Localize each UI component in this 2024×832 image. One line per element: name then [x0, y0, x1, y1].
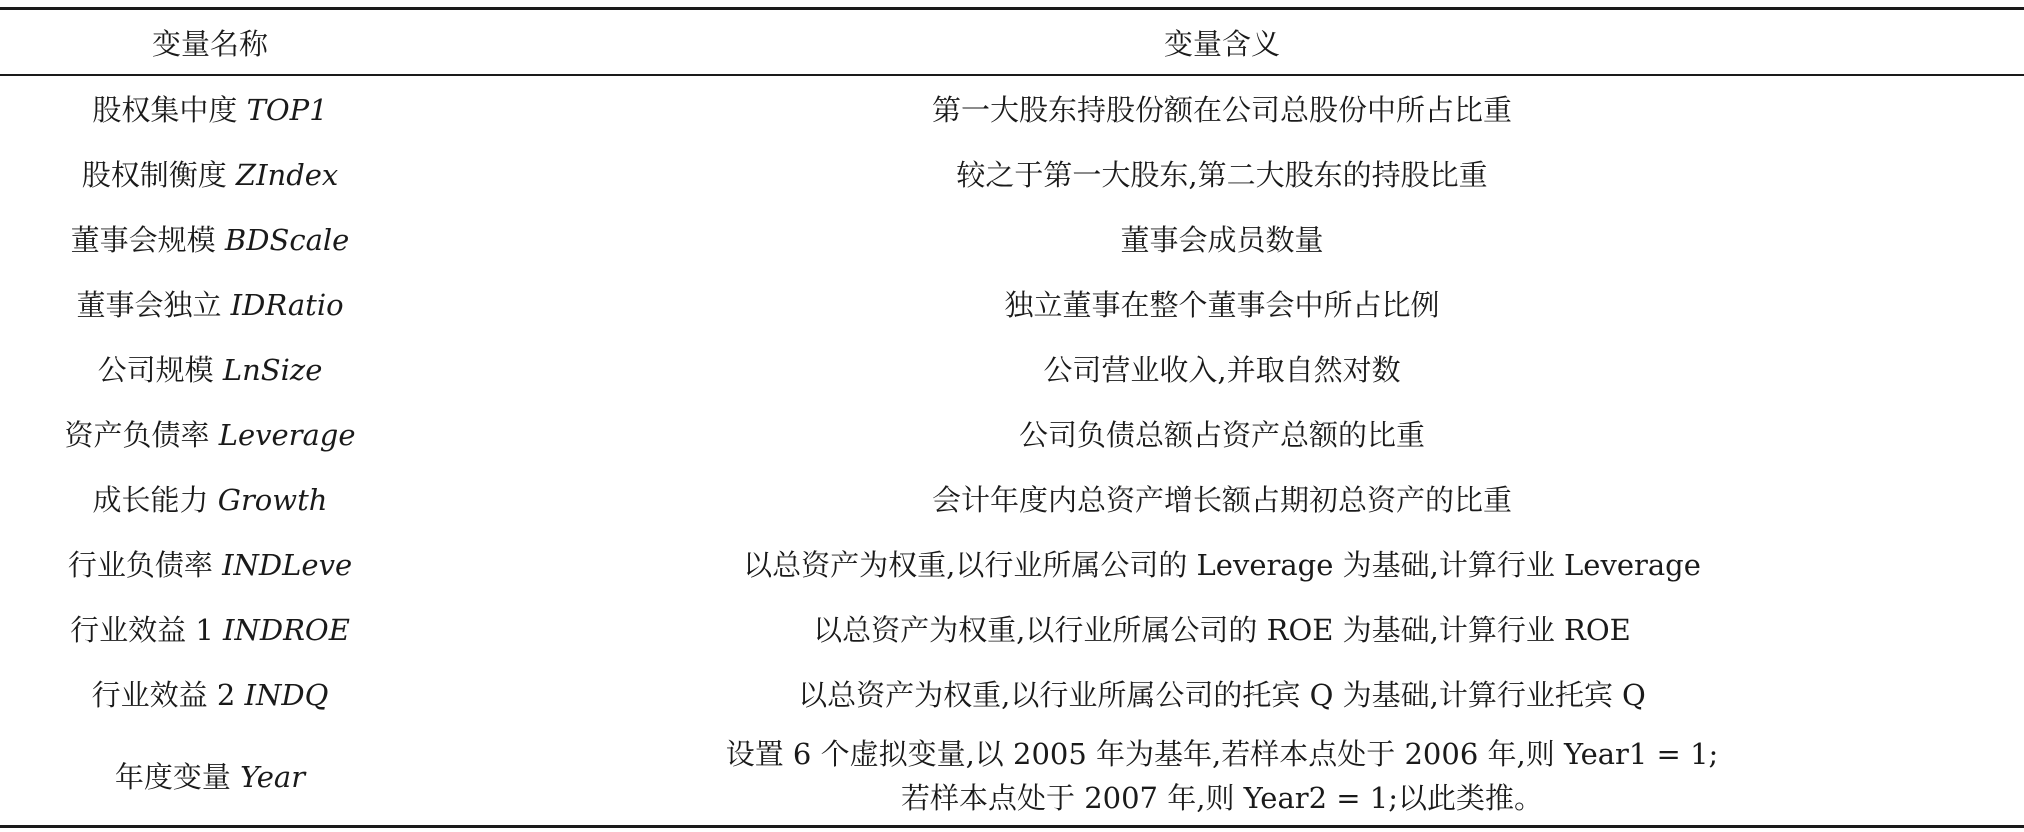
table-row: [0, 141, 2024, 206]
variable-symbol: INDQ: [244, 678, 329, 712]
variable-symbol: ZIndex: [235, 158, 339, 192]
table-row: [0, 466, 2024, 531]
variable-meaning-line-2: 若样本点处于 2007 年,则 Year2 = 1;以此类推。: [900, 780, 1544, 815]
variable-meaning: 以总资产为权重,以行业所属公司的托宾 Q 为基础,计算行业托宾 Q: [798, 678, 1646, 712]
variable-symbol: Year: [240, 760, 306, 794]
variable-symbol: LnSize: [222, 353, 323, 387]
table-row: [0, 596, 2024, 661]
variable-name-cell: [0, 88, 420, 129]
variable-symbol: Growth: [217, 483, 328, 517]
variable-symbol: IDRatio: [230, 288, 344, 322]
variable-name-cell: [0, 478, 420, 519]
variable-symbol: BDScale: [224, 223, 350, 257]
variable-meaning: 会计年度内总资产增长额占期初总资产的比重: [931, 483, 1512, 517]
variable-name-cell: [0, 348, 420, 389]
variable-symbol: Leverage: [218, 418, 356, 452]
variable-name: 资产负债率: [64, 418, 210, 452]
variable-meaning: 公司负债总额占资产总额的比重: [1018, 418, 1425, 452]
table-bottom-rule: [0, 825, 2024, 828]
table-row: [0, 76, 2024, 141]
variable-name-cell: [0, 543, 420, 584]
variable-name: 公司规模: [97, 353, 214, 387]
table-row: [0, 206, 2024, 271]
variable-name: 股权集中度: [92, 93, 238, 127]
variable-name: 行业效益 1: [70, 613, 214, 647]
variable-name: 行业效益 2: [91, 678, 236, 712]
table-row: [0, 271, 2024, 336]
variable-meaning-multiline: [420, 732, 2024, 820]
variable-name-cell: [0, 218, 420, 259]
variable-symbol: TOP1: [246, 93, 328, 127]
variable-name: 董事会独立: [76, 288, 222, 322]
variable-name: 成长能力: [92, 483, 209, 517]
header-variable-meaning: 变量含义: [1163, 26, 1280, 61]
variable-meaning: 第一大股东持股份额在公司总股份中所占比重: [931, 93, 1512, 127]
variable-name-cell: [0, 153, 420, 194]
variable-name-cell: [0, 755, 420, 796]
variable-meaning: 独立董事在整个董事会中所占比例: [1004, 288, 1440, 322]
variable-name-cell: [0, 283, 420, 324]
variable-meaning: 较之于第一大股东,第二大股东的持股比重: [956, 158, 1488, 192]
variable-name-cell: [0, 673, 420, 714]
variable-name-cell: [0, 413, 420, 454]
table-row: [0, 726, 2024, 825]
variable-meaning-line-1: 设置 6 个虚拟变量,以 2005 年为基年,若样本点处于 2006 年,则 Year1 = 1;: [725, 736, 1719, 771]
variable-meaning: 公司营业收入,并取自然对数: [1043, 353, 1401, 387]
table-row: [0, 401, 2024, 466]
variable-name-cell: [0, 608, 420, 649]
variable-symbol: INDLeve: [222, 548, 353, 582]
variable-meaning: 以总资产为权重,以行业所属公司的 Leverage 为基础,计算行业 Leverage: [743, 548, 1701, 582]
table-row: [0, 661, 2024, 726]
header-variable-name: 变量名称: [151, 26, 268, 61]
table-row: [0, 531, 2024, 596]
table-row: [0, 336, 2024, 401]
variable-symbol: INDROE: [223, 613, 350, 647]
variable-name: 股权制衡度: [81, 158, 227, 192]
variable-name: 董事会规模: [70, 223, 216, 257]
variable-name: 行业负债率: [67, 548, 213, 582]
variable-name: 年度变量: [114, 760, 231, 794]
table-header-row: [0, 10, 2024, 74]
variable-meaning: 董事会成员数量: [1120, 223, 1324, 257]
variable-meaning: 以总资产为权重,以行业所属公司的 ROE 为基础,计算行业 ROE: [813, 613, 1631, 647]
